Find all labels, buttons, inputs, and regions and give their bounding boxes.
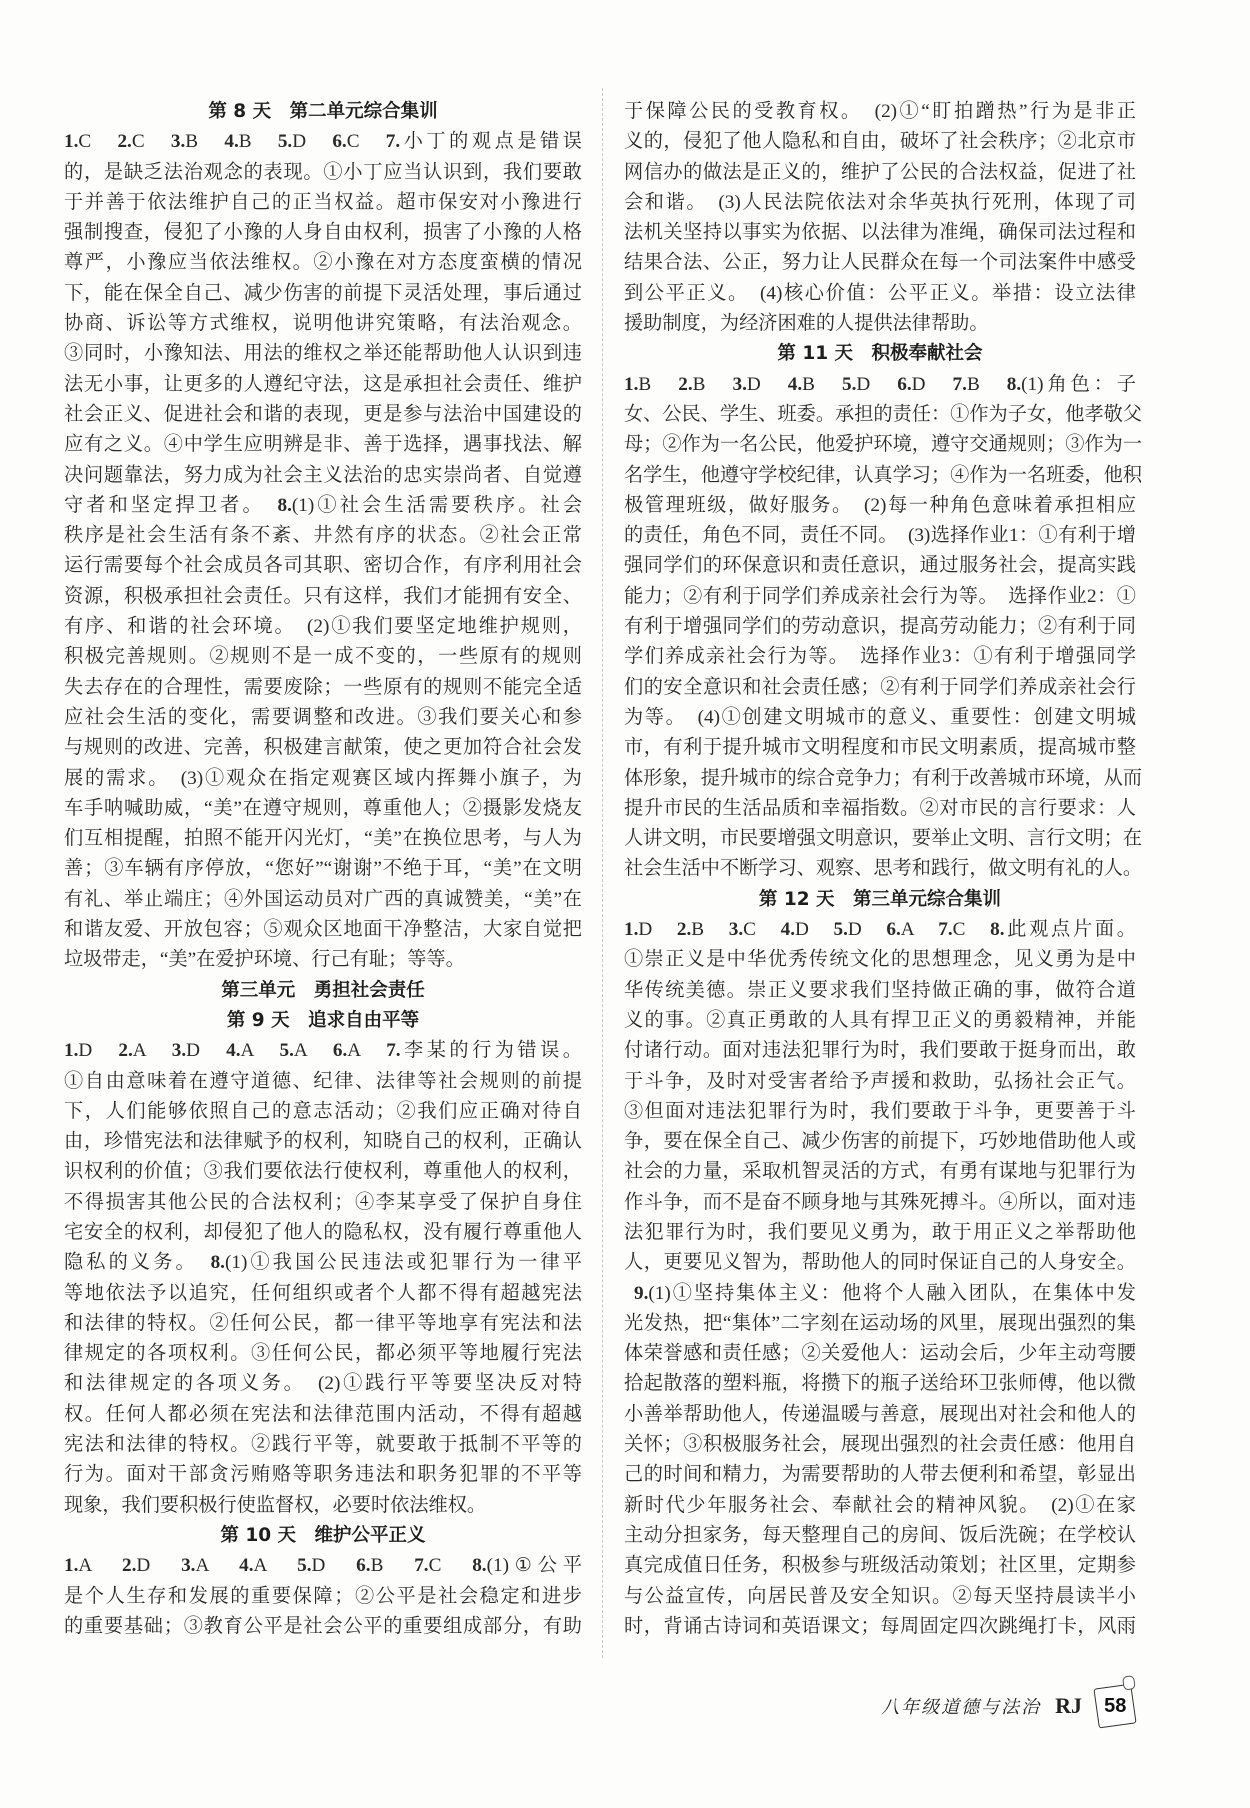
answer-line: 1.D 2.B 3.C 4.D 5.D 6.A 7.C 8.此观点片面。 <box>624 919 1136 941</box>
answer-line: 决问题靠法，努力成为社会主义法治的忠实崇尚者、自觉遵 <box>64 464 582 486</box>
answer-line: 法犯罪行为时，我们要见义勇为，敢于用正义之举帮助他 <box>624 1221 1136 1243</box>
answer-line: 法无小事，让更多的人遵纪守法，这是承担社会责任、维护 <box>64 373 582 395</box>
answer-line: 不得损害其他公民的合法权利；④李某享受了保护自身住 <box>64 1191 582 1213</box>
answer-line: 强同学们的环保意识和责任意识，通过服务社会，提高实践 <box>624 555 1136 577</box>
answer-line: 社会生活中不断学习、观察、思考和践行，做文明有礼的人。 <box>624 858 1143 880</box>
answer-line: 付诸行动。面对违法犯罪行为时，我们要敢于挺身而出，敢 <box>624 1040 1136 1062</box>
answer-line: 提升市民的生活品质和幸福指数。②对市民的言行要求：人 <box>624 797 1136 819</box>
answer-line: 体荣誉感和责任感；②关爱他人：运动会后，少年主动弯腰 <box>624 1343 1136 1365</box>
section-heading: 第 10 天 维护公平正义 <box>220 1524 426 1546</box>
answer-line: 守者和坚定捍卫者。 8.(1)①社会生活需要秩序。社会 <box>64 494 583 516</box>
answer-line: 善；③车辆有序停放，“您好”“谢谢”不绝于耳，“美”在文明 <box>64 858 582 880</box>
answer-line: ③同时，小豫知法、用法的维权之举还能帮助他人认识到违 <box>64 343 582 365</box>
answer-line: 新时代少年服务社会、奉献社会的精神风貌。 (2)①在家 <box>624 1494 1136 1516</box>
left-column <box>64 97 582 1642</box>
answer-line: 运行需要每个社会成员各司其职、密切合作，有序利用社会 <box>64 555 582 577</box>
section-heading: 第 12 天 第三单元综合集训 <box>758 888 1002 910</box>
answer-line: 能力；②有利于同学们养成亲社会行为等。 选择作业2：① <box>624 585 1136 607</box>
answer-line: 真完成值日任务，积极参与班级活动策划；社区里，定期参 <box>624 1555 1136 1577</box>
answer-line: 争，要在保全自己、减少伤害的前提下，巧妙地借助他人或 <box>624 1131 1136 1153</box>
answer-line: 于并善于依法维护自己的正当权益。超市保安对小豫进行 <box>64 191 582 213</box>
answer-line: 关怀；③积极服务社会，展现出强烈的社会责任感：他用自 <box>624 1434 1136 1456</box>
answer-line: 华传统美德。崇正义要求我们坚持做正确的事，做符合道 <box>624 979 1136 1001</box>
answer-line: 会和谐。 (3)人民法院依法对余华英执行死刑，体现了司 <box>624 191 1136 213</box>
answer-line: 网信办的做法是正义的，维护了公民的合法权益，促进了社 <box>624 161 1136 183</box>
answer-line: 宅安全的权利，却侵犯了他人的隐私权，没有履行尊重他人 <box>64 1221 582 1243</box>
answer-line: 有礼、举止端庄；④外国运动员对广西的真诚赞美，“美”在 <box>64 888 582 910</box>
answer-line: 与公益宣传，向居民普及安全知识。②每天坚持晨读半小 <box>624 1585 1136 1607</box>
answer-line: 与规则的改进、完善，积极建言献策，使之更加符合社会发 <box>64 737 582 759</box>
answer-line: 义的，侵犯了他人隐私和自由，破坏了社会秩序；②北京市 <box>624 131 1136 153</box>
answer-line: 1.B 2.B 3.D 4.B 5.D 6.D 7.B 8.(1)角色：子 <box>624 373 1136 395</box>
answer-line: 作斗争，而不是奋不顾身地与其殊死搏斗。④所以，面对违 <box>624 1191 1136 1213</box>
answer-line: 是个人生存和发展的重要保障；②公平是社会稳定和进步 <box>64 1585 582 1607</box>
answer-line: 们互相提醒，拍照不能开闪光灯，“美”在换位思考，与人为 <box>64 828 582 850</box>
answer-line: ③但面对违法犯罪行为时，我们要敢于斗争，更要善于斗 <box>624 1100 1136 1122</box>
answer-line: ①自由意味着在遵守道德、纪律、法律等社会规则的前提 <box>64 1070 582 1092</box>
answer-line: 现象，我们要积极行使监督权，必要时依法维权。 <box>64 1494 487 1516</box>
answer-line: 拾起散落的塑料瓶，将攒下的瓶子送给环卫张师傅，他以微 <box>624 1373 1136 1395</box>
answer-line: 极管理班级，做好服务。 (2)每一种角色意味着承担相应 <box>624 494 1136 516</box>
answer-line: 积极完善规则。②规则不是一成不变的，一些原有的规则 <box>64 646 582 668</box>
answer-line: 法机关坚持以事实为依据、以法律为准绳，确保司法过程和 <box>624 222 1136 244</box>
answer-line: 律规定的各项权利。③任何公民，都必须平等地履行宪法 <box>64 1343 582 1365</box>
answer-line: 和谐友爱、开放包容；⑤观众区地面干净整洁，大家自觉把 <box>64 919 582 941</box>
answer-line: 失去存在的合理性，需要废除；一些原有的规则不能完全适 <box>64 676 582 698</box>
answer-line: 应有之义。④中学生应明辨是非、善于选择，遇事找法、解 <box>64 434 582 456</box>
answer-line: 尊严，小豫应当依法维权。②小豫在对方态度蛮横的情况 <box>64 252 582 274</box>
answer-line: 名学生，他遵守学校纪律，认真学习；④作为一名班委，他积 <box>624 464 1143 486</box>
answer-line: 们的安全意识和社会责任感；②有利于同学们养成亲社会行 <box>624 676 1136 698</box>
answer-line: 宪法和法律的特权。②践行平等，就要敢于抵制不平等的 <box>64 1434 582 1456</box>
answer-line: 协商、诉讼等方式维权，说明他讲究策略，有法治观念。 <box>64 313 582 335</box>
answer-line: 于斗争，及时对受害者给予声援和救助，弘扬社会正气。 <box>624 1070 1136 1092</box>
answer-line: 己的时间和精力，为需要帮助的人带去便利和希望，彰显出 <box>624 1464 1136 1486</box>
answer-line: 和法律的特权。②任何公民，都一律平等地享有宪法和法 <box>64 1312 582 1334</box>
answer-line: 由，珍惜宪法和法律赋予的权利，知晓自己的权利，正确认 <box>64 1131 582 1153</box>
answer-line: ①崇正义是中华优秀传统文化的思想理念，见义勇为是中 <box>624 949 1136 971</box>
answer-line: 为等。 (4)①创建文明城市的意义、重要性：创建文明城 <box>624 706 1136 728</box>
answer-line: 秩序是社会生活有条不紊、井然有序的状态。②社会正常 <box>64 525 582 547</box>
answer-line: 人讲文明，市民要增强文明意识，要举止文明、言行文明；在 <box>624 828 1143 850</box>
answer-line: 学们养成亲社会行为等。 选择作业3：①有利于增强同学 <box>624 646 1136 668</box>
section-heading: 第 8 天 第二单元综合集训 <box>208 101 438 122</box>
answer-line: 车手呐喊助威，“美”在遵守规则，尊重他人；②摄影发烧友 <box>64 797 582 819</box>
answer-line: 应社会生活的变化，需要调整和改进。③我们要关心和参 <box>64 706 582 728</box>
answer-line: 1.C 2.C 3.B 4.B 5.D 6.C 7.小丁的观点是错误 <box>64 131 582 153</box>
answer-line: 体形象，提升城市的综合竞争力；有利于改善城市环境，从而 <box>624 767 1143 789</box>
page-number-badge <box>1093 1684 1136 1729</box>
answer-line: 1.D 2.A 3.D 4.A 5.A 6.A 7.李某的行为错误。 <box>64 1040 582 1062</box>
answer-line: 和法律规定的各项义务。 (2)①践行平等要坚决反对特 <box>64 1373 582 1395</box>
answer-line: 援助制度，为经济困难的人提供法律帮助。 <box>624 313 989 335</box>
answer-line: 识权利的价值；③我们要依法行使权利，尊重他人的权利， <box>64 1161 582 1183</box>
answer-line: 社会正义、促进社会和谐的表现，更是参与法治中国建设的 <box>64 403 582 425</box>
column-divider <box>602 88 603 1658</box>
answer-line: 光发热，把“集体”二字刻在运动场的风里，展现出强烈的集 <box>624 1312 1136 1334</box>
answer-line: 资源，积极承担社会责任。只有这样，我们才能拥有安全、 <box>64 585 582 607</box>
answer-line: 隐私的义务。 8.(1)①我国公民违法或犯罪行为一律平 <box>64 1252 582 1274</box>
answer-line: 母；②作为一名公民，他爱护环境，遵守交通规则；③作为一 <box>624 434 1143 456</box>
answer-line: 到公平正义。 (4)核心价值：公平正义。举措：设立法律 <box>624 282 1136 304</box>
answer-line: 小善举帮助他人，传递温暖与善意，展现出对社会和他人的 <box>624 1403 1136 1425</box>
answer-line: 的，是缺乏法治观念的表现。①小丁应当认识到，我们要敢 <box>64 161 582 183</box>
answer-line: 主动分担家务，每天整理自己的房间、饭后洗碗；在学校认 <box>624 1524 1136 1546</box>
footer-subject: 八年级道德与法治 <box>881 1697 1042 1718</box>
answer-line: 市，有利于提升城市文明程度和市民文明素质，提高城市整 <box>624 737 1136 759</box>
answer-line: 的重要基础；③教育公平是社会公平的重要组成部分，有助 <box>64 1615 582 1637</box>
answer-line: 有序、和谐的社会环境。 (2)①我们要坚定地维护规则， <box>64 616 582 638</box>
answer-line: 强制搜查，侵犯了小豫的人身自由权利，损害了小豫的人格 <box>64 222 582 244</box>
answer-line: 权。任何人都必须在宪法和法律范围内活动，不得有超越 <box>64 1403 582 1425</box>
section-heading: 第 9 天 追求自由平等 <box>226 1009 420 1031</box>
answer-line: 展的需求。 (3)①观众在指定观赛区域内挥舞小旗子，为 <box>64 767 582 789</box>
answer-line: 义的事。②真正勇敢的人具有捍卫正义的勇毅精神，并能 <box>624 1009 1136 1031</box>
answer-line: 下，人们能够依照自己的意志活动；②我们应正确对待自 <box>64 1100 582 1122</box>
page-number: 58 <box>1103 1694 1127 1717</box>
answer-line: 人，更要见义智为，帮助他人的同时保证自己的人身安全。 <box>624 1252 1136 1274</box>
page-footer <box>881 1686 1134 1726</box>
answer-line: 下，能在保全自己、减少伤害的前提下灵活处理，事后通过 <box>64 282 582 304</box>
answer-line: 有利于增强同学们的劳动意识，提高劳动能力；②有利于同 <box>624 616 1136 638</box>
answer-line: 1.A 2.D 3.A 4.A 5.D 6.B 7.C 8.(1)①公平 <box>64 1555 582 1577</box>
answer-line: 结果合法、公正，努力让人民群众在每一个司法案件中感受 <box>624 252 1136 274</box>
answer-line: 社会的力量，采取机智灵活的方式，有勇有谋地与犯罪行为 <box>624 1161 1136 1183</box>
answer-line: 女、公民、学生、班委。承担的责任：①作为子女，他孝敬父 <box>624 403 1143 425</box>
answer-line: 行为。面对干部贪污贿赂等职务违法和职务犯罪的不平等 <box>64 1464 582 1486</box>
section-heading: 第 11 天 积极奉献社会 <box>777 343 983 365</box>
right-column <box>624 97 1143 1642</box>
footer-edition: RJ <box>1055 1693 1082 1718</box>
answer-line: 等地依法予以追究，任何组织或者个人都不得有超越宪法 <box>64 1282 582 1304</box>
answer-line: 垃圾带走，“美”在爱护环境、行己有耻；等等。 <box>64 949 465 971</box>
answer-line: 时，背诵古诗词和英语课文；每周固定四次跳绳打卡，风雨 <box>624 1615 1136 1637</box>
section-heading: 第三单元 勇担社会责任 <box>221 979 425 1001</box>
paper-clip-icon <box>1122 1675 1136 1691</box>
answer-line: 于保障公民的受教育权。 (2)①“盯拍蹭热”行为是非正 <box>624 101 1136 122</box>
answer-line: 的责任，角色不同，责任不同。 (3)选择作业1：①有利于增 <box>624 525 1136 547</box>
answer-line: 9.(1)①坚持集体主义：他将个人融入团队，在集体中发 <box>634 1282 1136 1304</box>
